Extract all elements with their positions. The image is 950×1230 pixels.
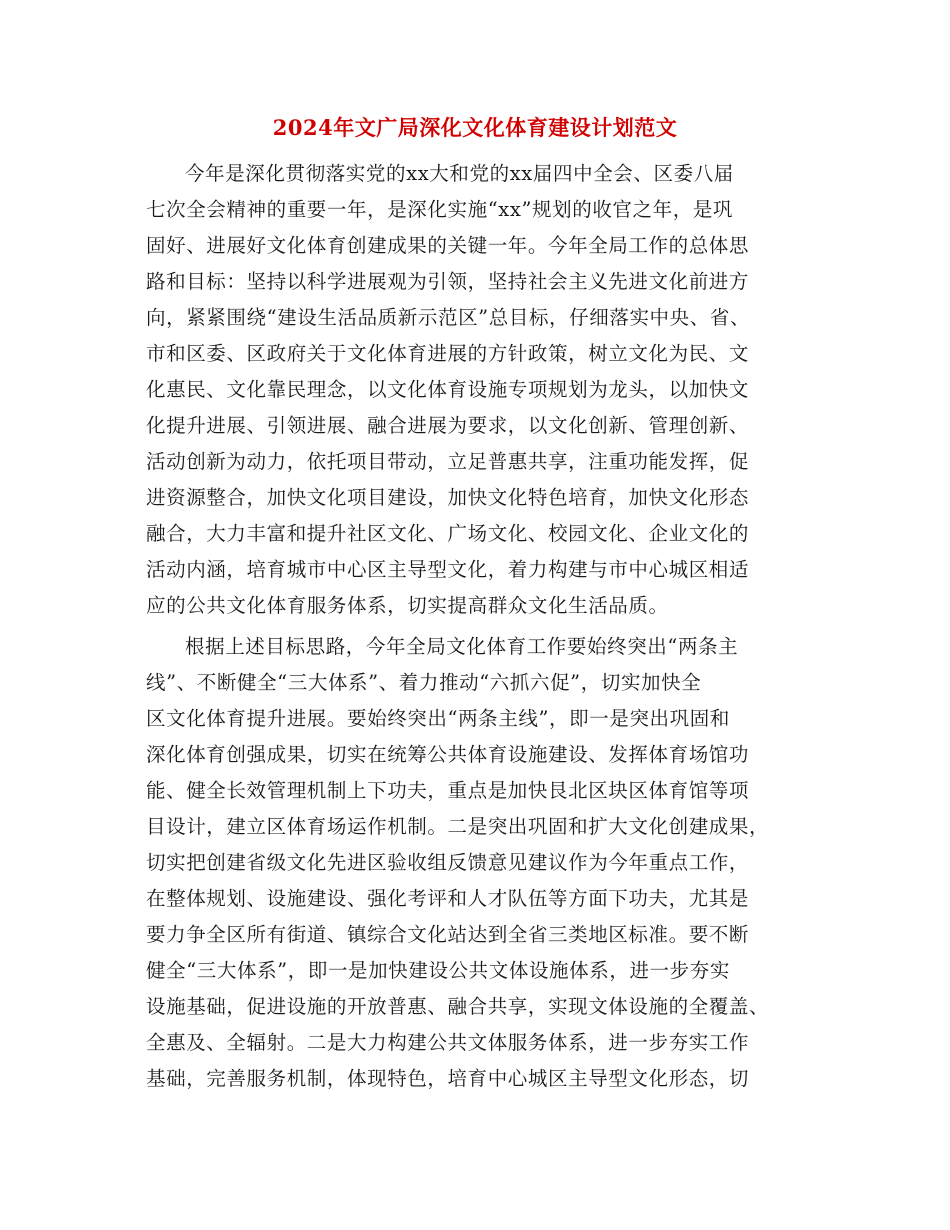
paragraph-2-line: 目设计，建立区体育场运作机制。二是突出巩固和扩大文化创建成果， [146, 815, 770, 838]
paragraph-1-line: 活动内涵，培育城市中心区主导型文化，着力构建与市中心城区相适 [146, 558, 750, 581]
paragraph-2-line: 线”、不断健全“三大体系”、着力推动“六抓六促”，切实加快全 [146, 671, 702, 694]
paragraph-2-line: 要力争全区所有街道、镇综合文化站达到全省三类地区标准。要不断 [146, 923, 750, 946]
paragraph-1-line: 固好、进展好文化体育创建成果的关键一年。今年全局工作的总体思 [146, 234, 750, 257]
paragraph-2-line: 基础，完善服务机制，体现特色，培育中心城区主导型文化形态，切 [146, 1067, 750, 1090]
paragraph-1-line: 化惠民、文化靠民理念，以文化体育设施专项规划为龙头，以加快文 [146, 378, 750, 401]
paragraph-1-line: 今年是深化贯彻落实党的xx大和党的xx届四中全会、区委八届 [185, 162, 734, 185]
paragraph-2-line: 区文化体育提升进展。要始终突出“两条主线”，即一是突出巩固和 [146, 707, 730, 730]
paragraph-2-line: 深化体育创强成果，切实在统筹公共体育设施建设、发挥体育场馆功 [146, 743, 750, 766]
paragraph-2-line: 设施基础，促进设施的开放普惠、融合共享，实现文体设施的全覆盖、 [146, 995, 770, 1018]
paragraph-2-line: 健全“三大体系”，即一是加快建设公共文体设施体系，进一步夯实 [146, 959, 730, 982]
paragraph-1-line: 活动创新为动力，依托项目带动，立足普惠共享，注重功能发挥，促 [146, 450, 750, 473]
paragraph-1-line: 路和目标：坚持以科学进展观为引领，坚持社会主义先进文化前进方 [146, 270, 750, 293]
paragraph-1-line: 七次全会精神的重要一年，是深化实施“xx”规划的收官之年，是巩 [146, 198, 734, 221]
paragraph-1-line: 市和区委、区政府关于文化体育进展的方针政策，树立文化为民、文 [146, 342, 750, 365]
paragraph-1-line: 进资源整合，加快文化项目建设，加快文化特色培育，加快文化形态 [146, 486, 750, 509]
paragraph-1-line: 应的公共文化体育服务体系，切实提高群众文化生活品质。 [146, 594, 669, 617]
paragraph-2-line: 全惠及、全辐射。二是大力构建公共文体服务体系，进一步夯实工作 [146, 1031, 750, 1054]
paragraph-2-line: 能、健全长效管理机制上下功夫，重点是加快艮北区块区体育馆等项 [146, 779, 750, 802]
paragraph-2-line: 在整体规划、设施建设、强化考评和人才队伍等方面下功夫，尤其是 [146, 887, 750, 910]
paragraph-1-line: 融合，大力丰富和提升社区文化、广场文化、校园文化、企业文化的 [146, 522, 750, 545]
paragraph-1-line: 化提升进展、引领进展、融合进展为要求，以文化创新、管理创新、 [146, 414, 750, 437]
paragraph-2-line: 根据上述目标思路，今年全局文化体育工作要始终突出“两条主 [185, 635, 739, 658]
paragraph-1-line: 向，紧紧围绕“建设生活品质新示范区”总目标，仔细落实中央、省、 [146, 306, 751, 329]
paragraph-2-line: 切实把创建省级文化先进区验收组反馈意见建议作为今年重点工作， [146, 851, 750, 874]
document-title: 2024年文广局深化文化体育建设计划范文 [272, 115, 678, 140]
